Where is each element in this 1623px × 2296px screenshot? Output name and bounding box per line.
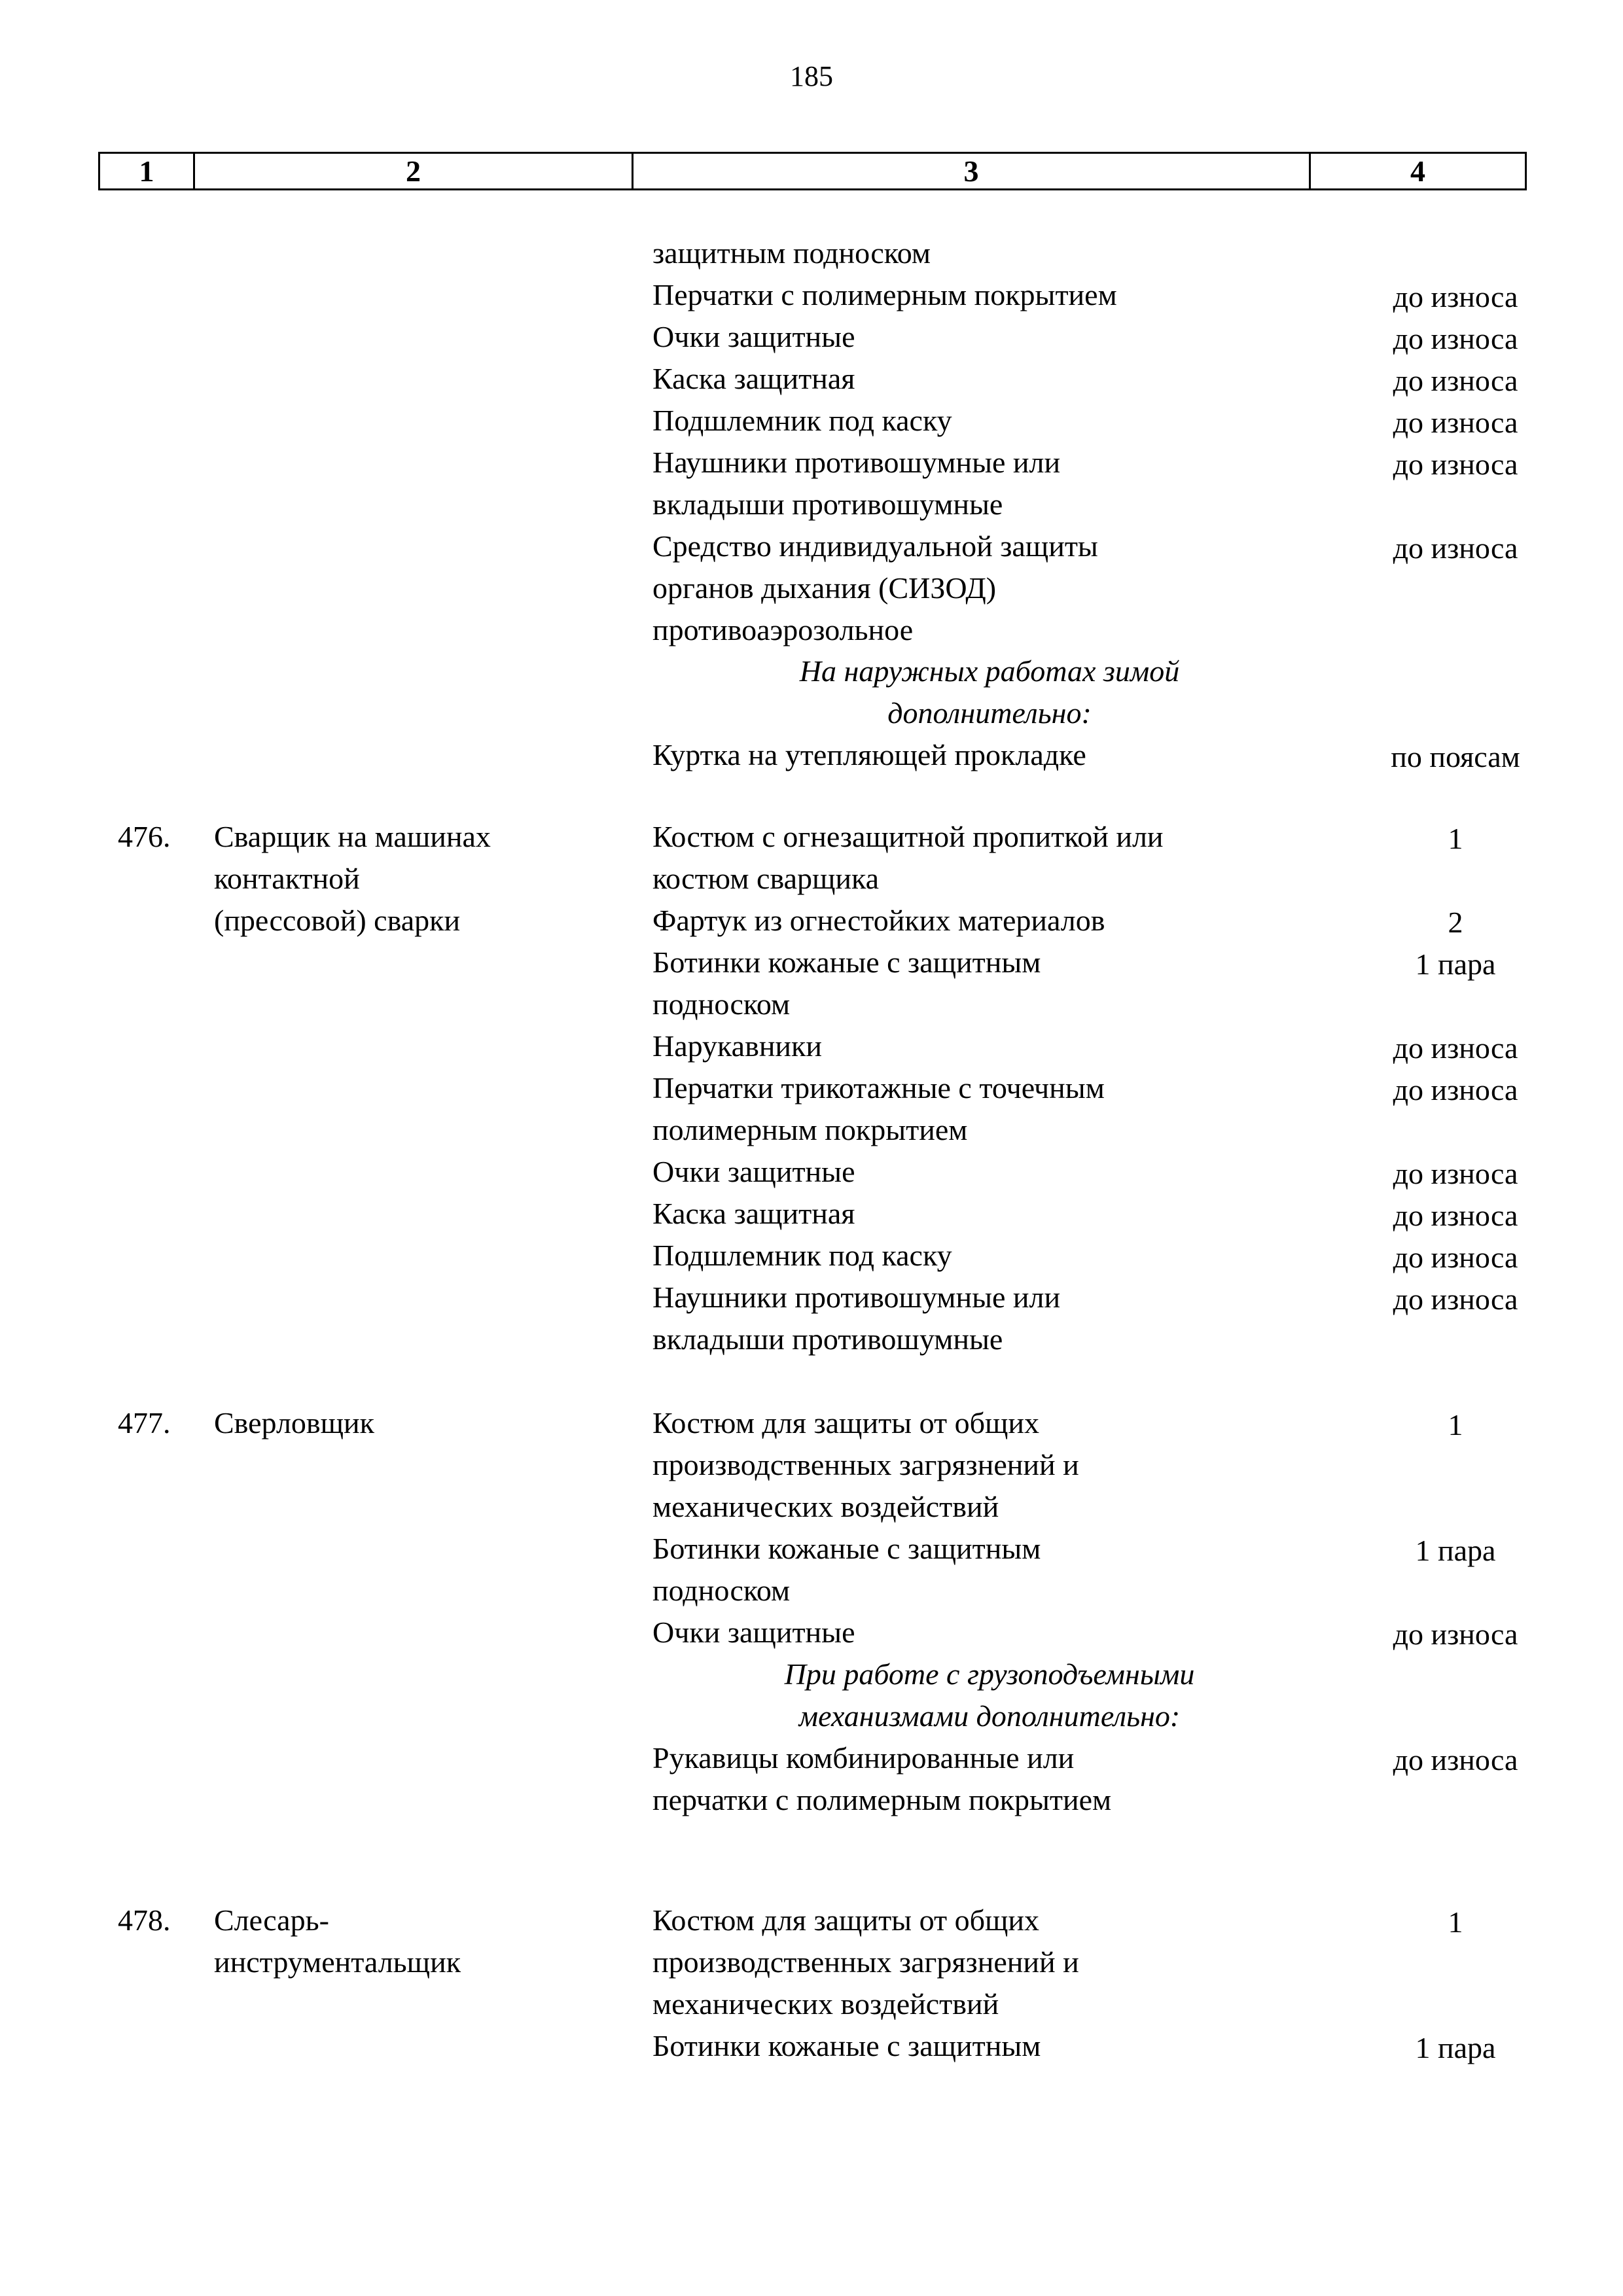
- item-text: Очки защитные: [652, 1616, 855, 1649]
- section-note: При работе с грузоподъемными: [784, 1657, 1195, 1691]
- norm-text: до износа: [1393, 1282, 1518, 1316]
- profession-name: Сверловщик: [214, 1406, 375, 1439]
- norm-text: до износа: [1393, 1199, 1518, 1232]
- norm-text: до износа: [1393, 322, 1518, 355]
- section-note: дополнительно:: [887, 696, 1092, 730]
- norm-text: до износа: [1393, 1073, 1518, 1106]
- item-text: Наушники противошумные или: [652, 446, 1061, 479]
- entry-number: 478.: [118, 1903, 171, 1937]
- item-text: противоаэрозольное: [652, 613, 914, 646]
- item-text: вкладыши противошумные: [652, 1322, 1003, 1356]
- entry-number: 477.: [118, 1406, 171, 1439]
- item-text: перчатки с полимерным покрытием: [652, 1783, 1112, 1816]
- item-text: производственных загрязнений и: [652, 1448, 1079, 1481]
- norm-text: до износа: [1393, 364, 1518, 397]
- norm-text: 1: [1448, 1408, 1463, 1441]
- norm-text: до износа: [1393, 406, 1518, 439]
- norm-text: до износа: [1393, 1241, 1518, 1274]
- section-note: На наружных работах зимой: [799, 654, 1180, 688]
- norm-text: 1: [1448, 822, 1463, 855]
- column-header-4: 4: [1310, 153, 1526, 190]
- item-text: Каска защитная: [652, 1197, 855, 1230]
- item-text: производственных загрязнений и: [652, 1945, 1079, 1979]
- page-number: 185: [790, 60, 833, 92]
- norm-text: до износа: [1393, 1617, 1518, 1651]
- item-text: Костюм с огнезащитной пропиткой или: [652, 820, 1164, 853]
- norm-text: 2: [1448, 906, 1463, 939]
- item-text: подноском: [652, 987, 791, 1021]
- item-text: Очки защитные: [652, 1155, 855, 1188]
- item-text: Средство индивидуальной защиты: [652, 529, 1098, 563]
- item-text: Костюм для защиты от общих: [652, 1406, 1040, 1439]
- item-text: костюм сварщика: [652, 862, 880, 895]
- item-text: Рукавицы комбинированные или: [652, 1741, 1075, 1775]
- item-text: органов дыхания (СИЗОД): [652, 571, 997, 605]
- item-text: Фартук из огнестойких материалов: [652, 904, 1105, 937]
- item-text: Костюм для защиты от общих: [652, 1903, 1040, 1937]
- item-text: вкладыши противошумные: [652, 487, 1003, 521]
- norm-text: до износа: [1393, 448, 1518, 481]
- item-text: подноском: [652, 1574, 791, 1607]
- item-text: Ботинки кожаные с защитным: [652, 2029, 1041, 2062]
- profession-name: Сварщик на машинах: [214, 820, 491, 853]
- profession-name: Слесарь-: [214, 1903, 329, 1937]
- norm-text: до износа: [1393, 1743, 1518, 1776]
- norm-text: 1 пара: [1415, 2031, 1496, 2064]
- profession-name: контактной: [214, 862, 360, 895]
- item-text: Очки защитные: [652, 320, 855, 353]
- norm-text: до износа: [1393, 1157, 1518, 1190]
- profession-name: (прессовой) сварки: [214, 904, 461, 937]
- item-text: Подшлемник под каску: [652, 404, 952, 437]
- norm-text: до износа: [1393, 280, 1518, 313]
- item-text: Перчатки трикотажные с точечным: [652, 1071, 1105, 1104]
- item-text: Ботинки кожаные с защитным: [652, 945, 1041, 979]
- item-text: механических воздействий: [652, 1987, 999, 2021]
- item-text: Ботинки кожаные с защитным: [652, 1532, 1041, 1565]
- item-text: Каска защитная: [652, 362, 855, 395]
- item-text: Перчатки с полимерным покрытием: [652, 278, 1117, 311]
- item-text: защитным подноском: [652, 236, 931, 270]
- item-text: полимерным покрытием: [652, 1113, 968, 1146]
- profession-name: инструментальщик: [214, 1945, 461, 1979]
- norm-text: 1 пара: [1415, 1534, 1496, 1567]
- norm-text: 1: [1448, 1905, 1463, 1939]
- item-text: Подшлемник под каску: [652, 1239, 952, 1272]
- item-text: Нарукавники: [652, 1029, 823, 1063]
- norm-text: по поясам: [1391, 740, 1520, 773]
- norm-text: до износа: [1393, 1031, 1518, 1065]
- section-note: механизмами дополнительно:: [798, 1699, 1181, 1733]
- column-header-1: 1: [99, 153, 194, 190]
- entry-number: 476.: [118, 820, 171, 853]
- column-header-3: 3: [633, 153, 1310, 190]
- norm-text: 1 пара: [1415, 947, 1496, 981]
- item-text: Куртка на утепляющей прокладке: [652, 738, 1086, 771]
- column-header-2: 2: [194, 153, 633, 190]
- item-text: Наушники противошумные или: [652, 1280, 1061, 1314]
- norm-text: до износа: [1393, 531, 1518, 565]
- item-text: механических воздействий: [652, 1490, 999, 1523]
